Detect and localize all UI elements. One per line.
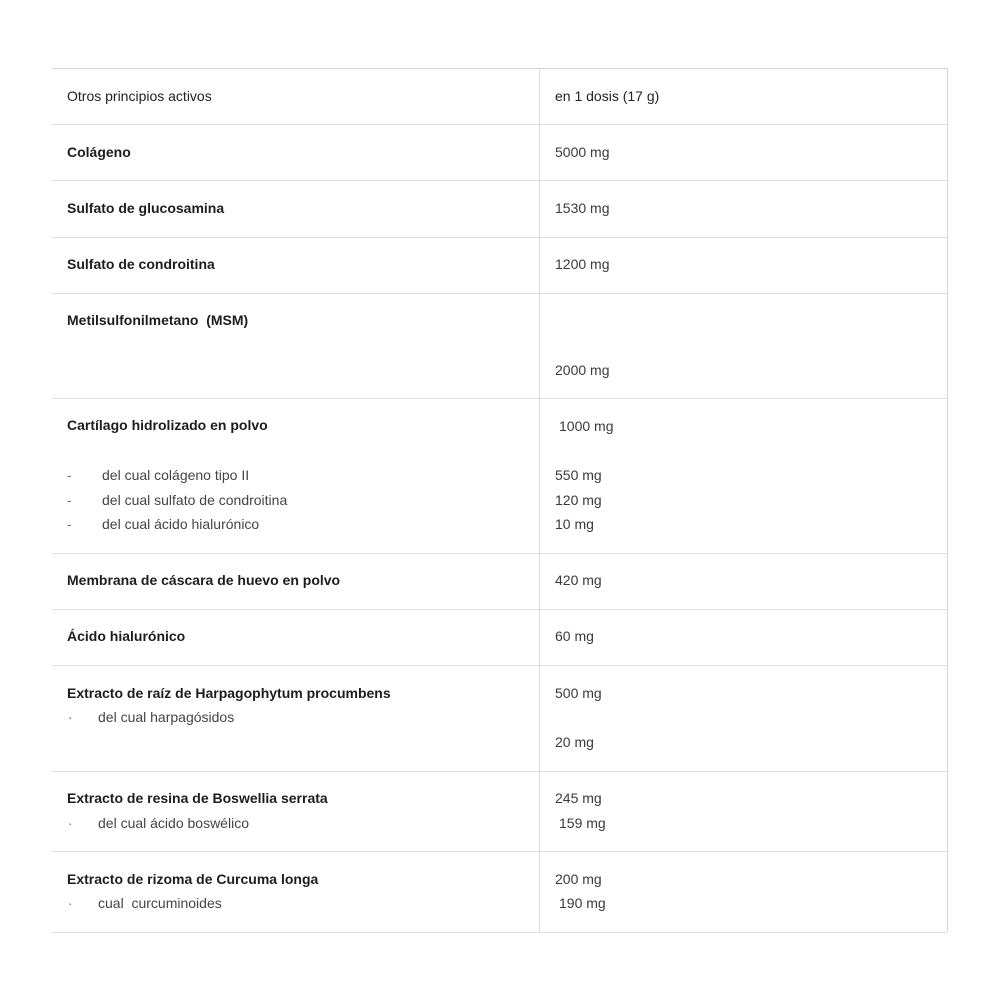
sub-ingredient-name: cual curcuminoides <box>98 895 222 911</box>
ingredient-amount: 2000 mg <box>555 362 610 378</box>
ingredient-amount: 1530 mg <box>555 200 610 216</box>
sub-bullet: - <box>67 467 72 483</box>
ingredient-amount: 420 mg <box>555 572 602 588</box>
row-separator <box>52 237 947 238</box>
ingredient-amount: 200 mg <box>555 871 602 887</box>
ingredient-name: Cartílago hidrolizado en polvo <box>67 417 268 433</box>
row-separator <box>52 771 947 772</box>
row-separator <box>52 398 947 399</box>
ingredient-name: Sulfato de condroitina <box>67 256 215 272</box>
column-divider <box>539 69 540 932</box>
sub-ingredient-name: del cual ácido boswélico <box>98 815 249 831</box>
ingredient-name: Extracto de rizoma de Curcuma longa <box>67 871 319 887</box>
row-separator <box>52 293 947 294</box>
ingredient-name: Membrana de cáscara de huevo en polvo <box>67 572 341 588</box>
row-separator <box>52 609 947 610</box>
sub-bullet: · <box>68 815 73 831</box>
sub-ingredient-amount: 550 mg <box>555 467 602 483</box>
sub-bullet: - <box>67 492 72 508</box>
ingredient-amount: 1000 mg <box>559 418 614 434</box>
sub-bullet: · <box>68 895 73 911</box>
ingredient-name: Extracto de raíz de Harpagophytum procumbens <box>67 685 391 701</box>
sub-ingredient-amount: 20 mg <box>555 734 594 750</box>
sub-ingredient-name: del cual colágeno tipo II <box>102 467 250 483</box>
ingredient-name: Sulfato de glucosamina <box>67 200 225 216</box>
row-separator <box>52 932 947 933</box>
row-separator <box>52 665 947 666</box>
sub-bullet: · <box>68 709 73 725</box>
sub-ingredient-amount: 10 mg <box>555 516 594 532</box>
ingredient-amount: 1200 mg <box>555 256 610 272</box>
row-separator <box>52 124 947 125</box>
ingredient-amount: 60 mg <box>555 628 594 644</box>
row-separator <box>52 180 947 181</box>
ingredient-name: Colágeno <box>67 144 131 160</box>
row-separator <box>52 851 947 852</box>
ingredient-amount: 500 mg <box>555 685 602 701</box>
sub-ingredient-name: del cual ácido hialurónico <box>102 516 260 532</box>
ingredient-amount: 5000 mg <box>555 144 610 160</box>
sub-ingredient-amount: 159 mg <box>559 815 606 831</box>
ingredient-name: Ácido hialurónico <box>67 628 186 644</box>
sub-ingredient-name: del cual sulfato de condroitina <box>102 492 288 508</box>
sub-bullet: - <box>67 516 72 532</box>
ingredient-name: Metilsulfonilmetano (MSM) <box>67 312 249 328</box>
sub-ingredient-amount: 120 mg <box>555 492 602 508</box>
ingredient-amount: 245 mg <box>555 790 602 806</box>
ingredient-name: Extracto de resina de Boswellia serrata <box>67 790 328 806</box>
sub-ingredient-amount: 190 mg <box>559 895 606 911</box>
sub-ingredient-name: del cual harpagósidos <box>98 709 235 725</box>
row-separator <box>52 553 947 554</box>
active-ingredients-table <box>52 68 948 932</box>
header-dose-label: en 1 dosis (17 g) <box>555 88 660 104</box>
header-ingredient-label: Otros principios activos <box>67 88 212 104</box>
